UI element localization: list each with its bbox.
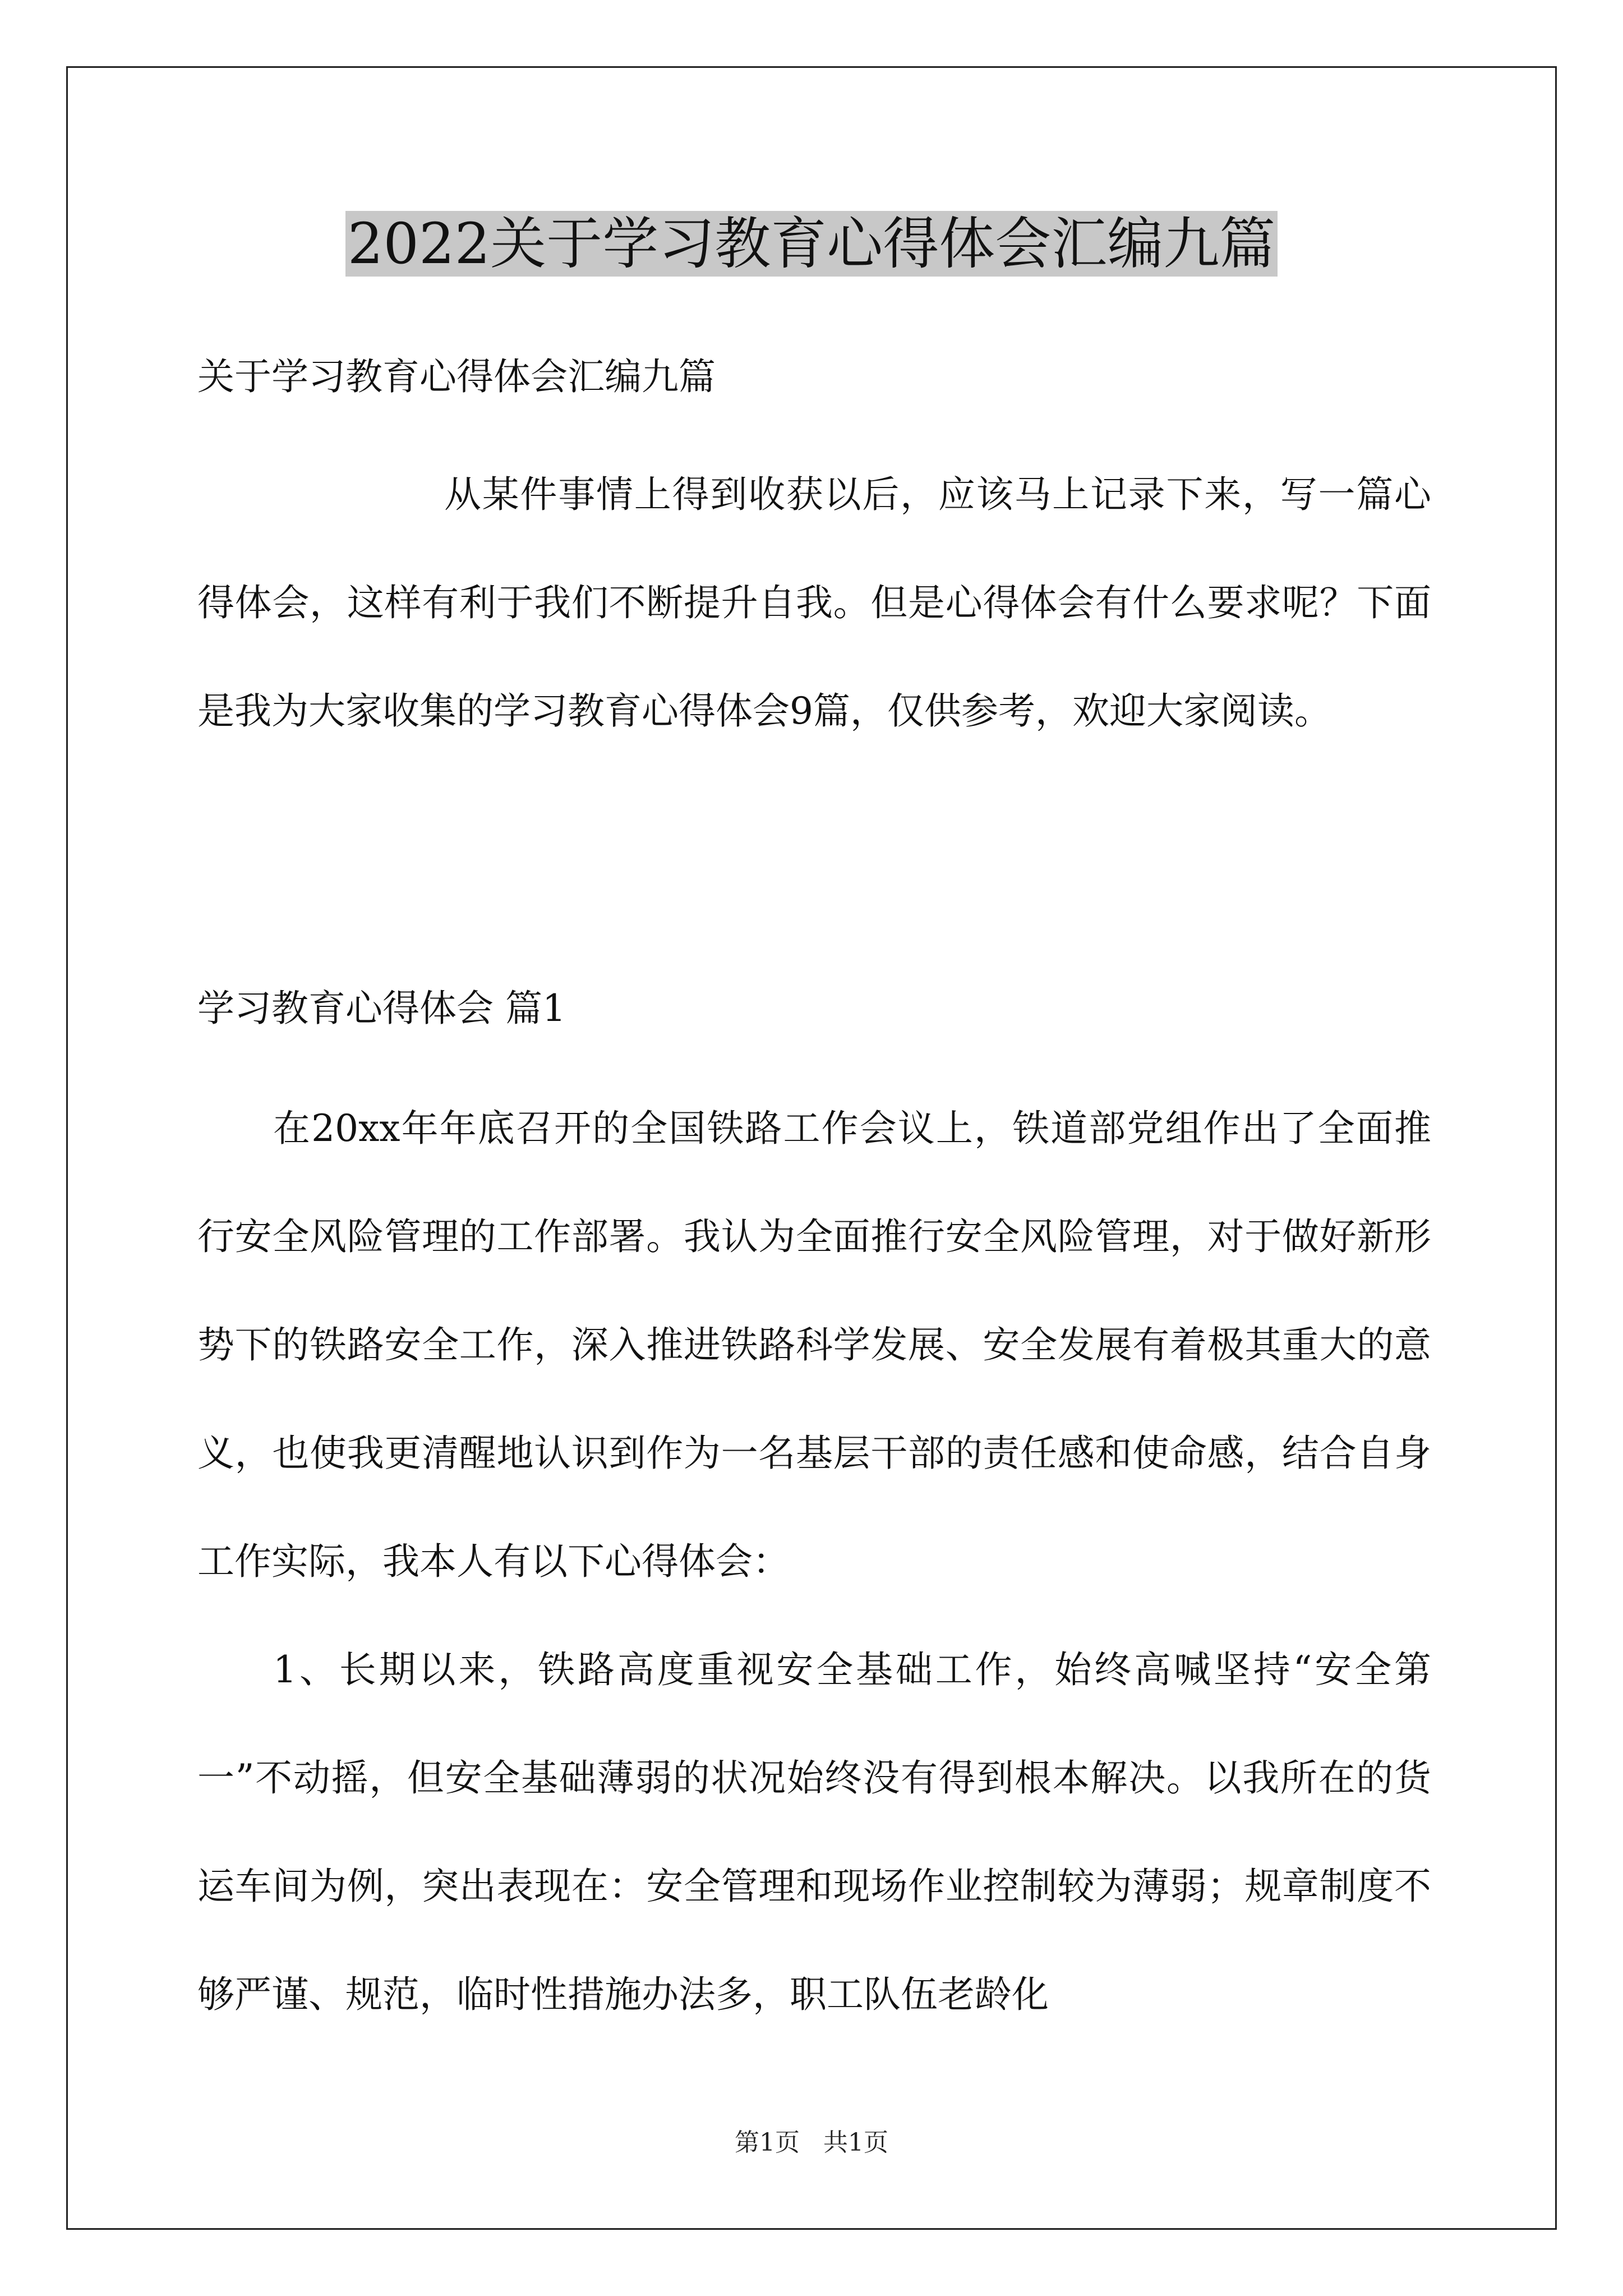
document-subtitle: 关于学习教育心得体会汇编九篇	[197, 355, 716, 398]
body-paragraph-2: 1、长期以来，铁路高度重视安全基础工作，始终高喊坚持“安全第一”不动摇，但安全基础薄弱的状况始终没有得到根本解决。以我所在的货运车间为例，突出表现在：安全管理和现场作业控制较为薄弱；规章制度不够严谨、规范，临时性措施办法多，职工队伍老龄化	[197, 1648, 1431, 2016]
document-title-text: 2022关于学习教育心得体会汇编九篇	[345, 211, 1278, 277]
body-paragraph-1: 在20xx年年底召开的全国铁路工作会议上，铁道部党组作出了全面推行安全风险管理的工作部署。我认为全面推行安全风险管理，对于做好新形势下的铁路安全工作，深入推进铁路科学发展、安全发展有着极其重大的意义，也使我更清醒地认识到作为一名基层干部的责任感和使命感，结合自身工作实际，我本人有以下心得体会：	[197, 1107, 1431, 1583]
document-title	[0, 202, 1623, 286]
intro-paragraph: 从某件事情上得到收获以后，应该马上记录下来，写一篇心得体会，这样有利于我们不断提升自我。但是心得体会有什么要求呢？下面是我为大家收集的学习教育心得体会9篇，仅供参考，欢迎大家阅读。	[197, 473, 1431, 733]
page-footer: 第1页 共1页	[735, 2128, 888, 2157]
section-heading: 学习教育心得体会 篇1	[197, 987, 566, 1030]
